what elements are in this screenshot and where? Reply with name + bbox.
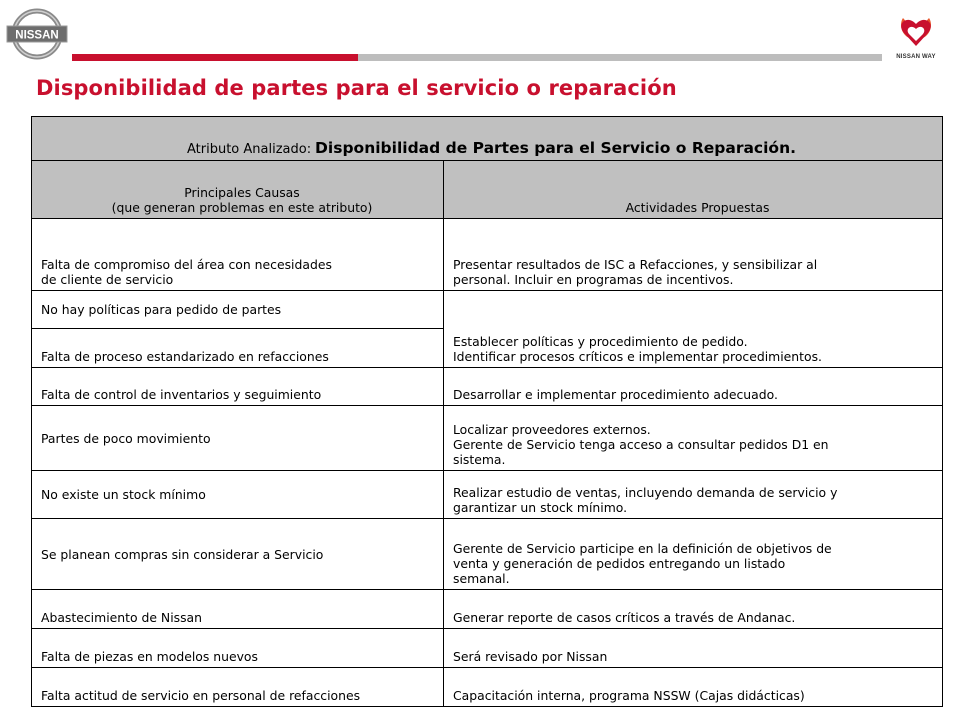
cell-text-line: Abastecimiento de Nissan — [41, 610, 202, 625]
table-row — [32, 629, 943, 668]
cell-text-line: (que generan problemas en este atributo) — [111, 200, 373, 215]
cell-text-line: Desarrollar e implementar procedimiento adecuado. — [453, 387, 778, 402]
cell-text-line: personal. Incluir en programas de incentivos. — [453, 272, 734, 287]
attribute-label: Atributo Analizado: — [187, 142, 312, 157]
attribute-row — [32, 117, 943, 161]
cause-cell — [32, 471, 444, 519]
cell-text-line: Principales Causas — [184, 185, 300, 200]
action-cell — [444, 368, 943, 406]
cell-text-line: Falta de proceso estandarizado en refacciones — [41, 349, 329, 364]
action-cell — [444, 406, 943, 471]
attribute-cell — [32, 117, 943, 161]
table-row — [32, 668, 943, 707]
nissan-way-text: NISSAN WAY — [896, 54, 936, 60]
action-cell — [444, 668, 943, 707]
action-cell — [444, 629, 943, 668]
header-gray-bar — [358, 54, 882, 61]
table-row — [32, 519, 943, 590]
action-cell — [444, 590, 943, 629]
cell-text-line: Falta de compromiso del área con necesidades — [41, 257, 332, 272]
cell-text-line: Localizar proveedores externos. — [453, 422, 651, 437]
cause-cell — [32, 291, 444, 329]
cell-text-line: semanal. — [453, 571, 510, 586]
cell-text-line: Capacitación interna, programa NSSW (Cajas didácticas) — [453, 688, 805, 703]
action-cell — [444, 471, 943, 519]
cause-cell — [32, 368, 444, 406]
cell-text-line: No existe un stock mínimo — [41, 487, 206, 502]
cause-cell — [32, 406, 444, 471]
cause-cell — [32, 668, 444, 707]
cell-text-line: garantizar un stock mínimo. — [453, 500, 628, 515]
causes-actions-table — [31, 116, 943, 707]
cell-text-line: Se planean compras sin considerar a Servicio — [41, 546, 324, 562]
cause-cell — [32, 590, 444, 629]
cell-text-line: Falta actitud de servicio en personal de refacciones — [41, 688, 361, 703]
cell-text-line: de cliente de servicio — [41, 272, 174, 287]
cause-cell — [32, 629, 444, 668]
cell-text-line: Falta de piezas en modelos nuevos — [41, 649, 258, 664]
cell-text-line: Identificar procesos críticos e implementar procedimientos. — [453, 349, 822, 364]
causes-column-header — [32, 161, 444, 219]
cell-text-line: Partes de poco movimiento — [41, 430, 211, 446]
actions-column-header: Actividades Propuestas — [444, 161, 943, 219]
table-row — [32, 291, 943, 329]
nissan-way-logo — [893, 10, 939, 66]
action-cell — [444, 519, 943, 590]
cell-text-line: Presentar resultados de ISC a Refacciones, y sensibilizar al — [453, 257, 818, 272]
cell-text-line: Falta de control de inventarios y seguimiento — [41, 387, 322, 402]
action-cell — [444, 291, 943, 368]
header-red-bar — [72, 54, 358, 61]
table-row — [32, 368, 943, 406]
cell-text-line: Gerente de Servicio participe en la definición de objetivos de — [453, 541, 832, 556]
cell-text-line: Establecer políticas y procedimiento de pedido. — [453, 334, 748, 349]
nissan-logo — [6, 8, 68, 60]
cell-text-line: venta y generación de pedidos entregando un listado — [453, 556, 786, 571]
cause-cell — [32, 519, 444, 590]
table-row — [32, 471, 943, 519]
table-row — [32, 590, 943, 629]
table-row — [32, 219, 943, 291]
cell-text-line: Generar reporte de casos críticos a través de Andanac. — [453, 610, 796, 625]
cell-text-line: No hay políticas para pedido de partes — [41, 302, 282, 317]
action-cell — [444, 219, 943, 291]
page-title: Disponibilidad de partes para el servicio o reparación — [36, 76, 677, 100]
cell-text-line: Gerente de Servicio tenga acceso a consultar pedidos D1 en — [453, 437, 829, 452]
cause-cell — [32, 219, 444, 291]
column-header-row — [32, 161, 943, 219]
svg-text:NISSAN: NISSAN — [15, 29, 59, 42]
table-row — [32, 406, 943, 471]
cell-text-line: Realizar estudio de ventas, incluyendo demanda de servicio y — [453, 485, 838, 500]
cause-cell — [32, 329, 444, 368]
cell-text-line: Será revisado por Nissan — [453, 649, 608, 664]
attribute-value: Disponibilidad de Partes para el Servicio o Reparación. — [315, 139, 797, 157]
cell-text-line: sistema. — [453, 452, 506, 467]
